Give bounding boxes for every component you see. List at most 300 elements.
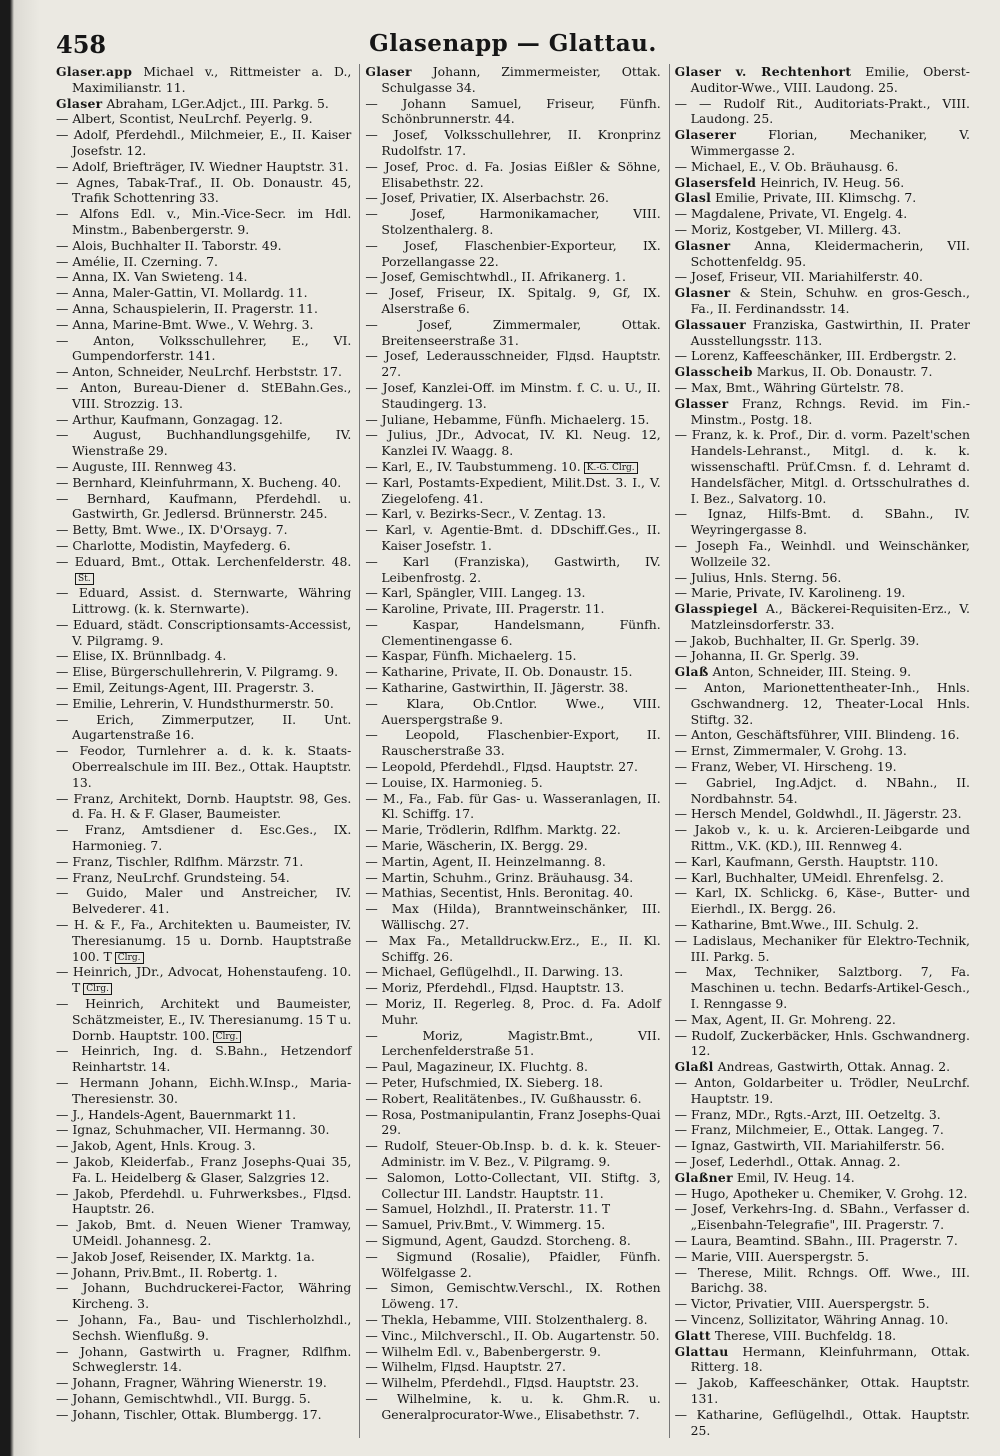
entry-text: — Salomon, Lotto-Collectant, VII. Stiftg. 3, Collectur III. Landstr. Hauptstr. 11.	[365, 1169, 661, 1201]
directory-entry	[365, 759, 660, 775]
entry-text: Michael v., Rittmeister a. D., Maximilianstr. 11.	[72, 64, 352, 95]
entry-text: — Jakob, Kleiderfab., Franz Josephs-Quai 35, Fa. L. Heidelberg & Glaser, Salzgries 12.	[56, 1153, 352, 1185]
entry-text: — Michael, Geflügelhdl., II. Darwing. 13.	[365, 964, 624, 980]
entry-text: — Jakob v., k. u. k. Arcieren-Leibgarde und Rittm., V.K. (KD.), III. Rennweg 4.	[674, 822, 970, 854]
entry-text: — Heinrich, JDr., Advocat, Hohenstaufeng. 10. T	[56, 964, 352, 996]
directory-entry	[675, 1265, 970, 1297]
entry-text: — Victor, Privatier, VIII. Auerspergstr. 5.	[674, 1296, 930, 1312]
entry-text: — Rudolf, Zuckerbäcker, Hnls. Gschwandnerg. 12.	[674, 1027, 970, 1059]
entry-text: — Moriz, Magistr.Bmt., VII. Lerchenfelderstraße 51.	[365, 1027, 661, 1059]
directory-entry	[365, 727, 660, 759]
entry-surname: Glasser	[674, 395, 729, 411]
directory-entry	[56, 1154, 351, 1186]
directory-entry-surname	[675, 1328, 970, 1344]
directory-entry	[56, 538, 351, 554]
directory-entry	[365, 1249, 660, 1281]
directory-entry	[675, 1233, 970, 1249]
entry-text: — Anton, Marionettentheater-Inh., Hnls. Gschwandnerg. 12, Theater-Local Hnls. Stiftg. 32.	[674, 680, 970, 727]
entry-text: — H. & F., Fa., Architekten u. Baumeister, IV. Theresianumg. 15 u. Dornb. Hauptstraße 100. T	[56, 917, 352, 964]
directory-entry	[56, 412, 351, 428]
directory-entry	[365, 506, 660, 522]
directory-entry	[675, 506, 970, 538]
entry-text: — Johann, Gemischtwhdl., VII. Burgg. 5.	[56, 1390, 311, 1406]
entry-text: — Katharine, Private, II. Ob. Donaustr. 15.	[365, 664, 633, 680]
directory-entry	[365, 159, 660, 191]
entry-text: — Martin, Schuhm., Grinz. Bräuhausg. 34.	[365, 869, 634, 885]
directory-entry	[365, 1280, 660, 1312]
entry-text: — Josef, Verkehrs-Ing. d. SBahn., Verfasser d. „Eisenbahn-Telegrafie", III. Pragerstr. 7.	[674, 1201, 970, 1233]
entry-text: — Juliane, Hebamme, Fünfh. Michaelerg. 15.	[365, 411, 650, 427]
directory-entry-surname	[675, 127, 970, 159]
directory-entry-surname	[675, 317, 970, 349]
entry-text: — August, Buchhandlungsgehilfe, IV. Wienstraße 29.	[56, 427, 352, 459]
entry-text: — Anton, Schneider, NeuLrchf. Herbststr. 17.	[56, 364, 342, 380]
entry-text: — Anton, Volksschullehrer, E., VI. Gumpendorferstr. 141.	[56, 332, 352, 364]
directory-entry-surname	[675, 1344, 970, 1376]
entry-text: — Max Fa., Metalldruckw.Erz., E., II. Kl. Schiffg. 26.	[365, 932, 661, 964]
entry-text: — Johann, Tischler, Ottak. Blumbergg. 17.	[56, 1406, 322, 1422]
entry-text: — Josef, Kanzlei-Off. im Minstm. f. C. u. U., II. Staudingerg. 13.	[365, 379, 661, 411]
directory-entry	[365, 791, 660, 823]
entry-text: — — Rudolf Rit., Auditoriats-Prakt., VIII. Laudong. 25.	[674, 95, 970, 127]
directory-entry	[675, 648, 970, 664]
entry-text: — Anton, Geschäftsführer, VIII. Blindeng. 16.	[674, 727, 960, 743]
entry-text: — Franz, k. k. Prof., Dir. d. vorm. Pazelt'schen Handels-Lehranst., Mitgl. d. k. k. wissenschaftl. Prüf.Cmsn. f. d. Lehramt d. Handelsfächer, Mitgl. d. Ortsschulrathes d. I. Bez., Salvatorg. 10.	[674, 427, 970, 506]
directory-entry	[365, 459, 660, 475]
directory-columns	[56, 64, 970, 1438]
entry-text: — Josef, Lederausschneider, Flдsd. Hauptstr. 27.	[365, 348, 661, 380]
directory-entry	[675, 159, 970, 175]
entry-surname: Glaser.app	[56, 64, 133, 79]
directory-entry	[675, 1012, 970, 1028]
entry-text: — Jakob, Agent, Hnls. Kroug. 3.	[56, 1138, 256, 1154]
directory-entry	[365, 1375, 660, 1391]
directory-entry	[365, 648, 660, 664]
entry-text: Andreas, Gastwirth, Ottak. Annag. 2.	[717, 1059, 951, 1075]
directory-entry	[675, 380, 970, 396]
directory-entry	[365, 1138, 660, 1170]
entry-surname: Glasspiegel	[674, 601, 758, 617]
entry-text: — Hugo, Apotheker u. Chemiker, V. Grohg. 12.	[674, 1185, 968, 1201]
directory-entry	[56, 1043, 351, 1075]
entry-text: — Max, Agent, II. Gr. Mohreng. 22.	[674, 1011, 896, 1027]
entry-text: Emilie, Private, III. Klimschg. 7.	[715, 190, 917, 206]
directory-entry-surname	[675, 664, 970, 680]
directory-entry	[56, 585, 351, 617]
entry-text: Franz, Rchngs. Revid. im Fin.-Minstm., Postg. 18.	[690, 395, 970, 427]
directory-entry-surname	[675, 396, 970, 428]
entry-text: — Karl, IX. Schlickg. 6, Käse-, Butter- und Eierhdl., IX. Bergg. 26.	[674, 885, 970, 917]
entry-text: — Gabriel, Ing.Adjct. d. NBahn., II. Nordbahnstr. 54.	[674, 774, 970, 806]
entry-text: — Emil, Zeitungs-Agent, III. Pragerstr. 3.	[56, 680, 315, 696]
directory-entry	[675, 269, 970, 285]
entry-text: — Jakob, Pferdehdl. u. Fuhrwerksbes., Flдsd. Hauptstr. 26.	[56, 1185, 352, 1217]
entry-surname: Glasner	[674, 237, 731, 253]
directory-entry	[56, 1249, 351, 1265]
directory-entry	[675, 1028, 970, 1060]
directory-entry	[675, 1201, 970, 1233]
directory-entry	[56, 917, 351, 964]
entry-text: — Katharine, Geflügelhdl., Ottak. Hauptstr. 25.	[674, 1406, 970, 1438]
entry-surname: Glasl	[674, 190, 712, 206]
entry-text: — Elise, IX. Brünnlbadg. 4.	[56, 648, 227, 664]
directory-entry	[675, 822, 970, 854]
entry-surname: Glasscheib	[674, 364, 753, 380]
directory-entry	[56, 1107, 351, 1123]
directory-entry	[56, 1075, 351, 1107]
entry-text: — Franz, Milchmeier, E., Ottak. Langeg. 7.	[674, 1122, 944, 1138]
directory-entry	[675, 885, 970, 917]
entry-surname: Glasersfeld	[674, 174, 757, 190]
entry-text: — Marie, Private, IV. Karolineng. 19.	[674, 585, 906, 601]
directory-entry-surname	[675, 1170, 970, 1186]
entry-text: — Ignaz, Gastwirth, VII. Mariahilferstr. 56.	[674, 1138, 945, 1154]
directory-entry	[675, 1249, 970, 1265]
directory-entry	[675, 854, 970, 870]
entry-surname: Glaß	[674, 664, 709, 680]
directory-entry	[365, 870, 660, 886]
entry-text: — Josef, Zimmermaler, Ottak. Breitenseerstraße 31.	[365, 316, 661, 348]
entry-text: — Josef, Gemischtwhdl., II. Afrikanerg. 1.	[365, 269, 626, 285]
directory-entry	[365, 1328, 660, 1344]
entry-text: — Johanna, II. Gr. Sperlg. 39.	[674, 648, 860, 664]
directory-entry	[56, 648, 351, 664]
page-number: 458	[56, 30, 107, 59]
entry-text: — Franz, Architekt, Dornb. Hauptstr. 98, Ges. d. Fa. H. & F. Glaser, Baumeister.	[56, 790, 352, 822]
directory-entry	[56, 427, 351, 459]
page-title: Glasenapp — Glattau.	[369, 30, 657, 57]
entry-text: — Karl, v. Agentie-Bmt. d. DDschiff.Ges., II. Kaiser Josefstr. 1.	[365, 522, 661, 553]
entry-text: — Marie, VIII. Auerspergstr. 5.	[674, 1248, 869, 1264]
entry-text: — Alfons Edl. v., Min.-Vice-Secr. im Hdl. Minstm., Babenbergerstr. 9.	[56, 206, 352, 237]
entry-text: — Johann, Gastwirth u. Fragner, Rdlfhm. Schweglerstr. 14.	[56, 1343, 352, 1375]
entry-text: — Julius, Hnls. Sterng. 56.	[674, 569, 842, 585]
entry-text: — Klara, Ob.Cntlor. Wwe., VIII. Auerspergstraße 9.	[365, 695, 661, 727]
directory-entry	[56, 380, 351, 412]
directory-entry	[56, 664, 351, 680]
directory-entry	[675, 743, 970, 759]
entry-text: Markus, II. Ob. Donaustr. 7.	[756, 364, 933, 380]
entry-text: — Moriz, II. Regerleg. 8, Proc. d. Fa. Adolf Muhr.	[365, 996, 661, 1027]
directory-entry	[365, 1391, 660, 1423]
entry-surname: Glattau	[674, 1343, 729, 1359]
entry-text: — Leopold, Flaschenbier-Export, II. Rauscherstraße 33.	[365, 727, 661, 759]
entry-text: — Josef, Proc. d. Fa. Josias Eißler & Söhne, Elisabethstr. 22.	[365, 158, 661, 190]
directory-entry	[675, 633, 970, 649]
entry-text: — Arthur, Kaufmann, Gonzagag. 12.	[56, 411, 283, 427]
entry-text: — Leopold, Pferdehdl., Flдsd. Hauptstr. 27.	[365, 759, 638, 775]
entry-text: — Amélie, II. Czerning. 7.	[56, 253, 218, 269]
directory-entry	[56, 1407, 351, 1423]
entry-text: — Albert, Scontist, NeuLrchf. Peyerlg. 9.	[56, 111, 313, 127]
entry-text: Franziska, Gastwirthin, II. Prater Ausstellungsstr. 113.	[690, 316, 970, 348]
directory-entry	[365, 269, 660, 285]
directory-entry	[365, 1107, 660, 1139]
directory-entry	[56, 1138, 351, 1154]
entry-text: — Samuel, Holzhdl., II. Praterstr. 11. T	[365, 1201, 611, 1217]
directory-entry	[56, 617, 351, 649]
directory-entry	[56, 491, 351, 523]
entry-text: — Franz, Tischler, Rdlfhm. Märzstr. 71.	[56, 853, 304, 869]
directory-entry	[56, 1186, 351, 1218]
directory-entry	[365, 901, 660, 933]
directory-entry-surname	[675, 1059, 970, 1075]
directory-entry	[675, 1138, 970, 1154]
entry-text: — Moriz, Pferdehdl., Flдsd. Hauptstr. 13.	[365, 980, 625, 996]
directory-entry	[56, 1217, 351, 1249]
directory-entry	[365, 317, 660, 349]
directory-entry	[56, 522, 351, 538]
entry-text: — Marie, Wäscherin, IX. Bergg. 29.	[365, 838, 588, 854]
entry-text: Emilie, Oberst-Auditor-Wwe., VIII. Laudong. 25.	[690, 64, 970, 95]
directory-entry	[365, 380, 660, 412]
entry-text: — Emilie, Lehrerin, V. Hundsthurmerstr. 50.	[56, 695, 334, 711]
directory-entry	[365, 933, 660, 965]
directory-entry	[675, 348, 970, 364]
directory-entry	[365, 1059, 660, 1075]
directory-entry	[365, 348, 660, 380]
entry-text: — Karl (Franziska), Gastwirth, IV. Leibenfrostg. 2.	[365, 553, 661, 585]
entry-surname: Glaser	[365, 64, 412, 79]
entry-text: — Johann Samuel, Friseur, Fünfh. Schönbrunnerstr. 44.	[365, 95, 661, 127]
entry-text: — Johann, Buchdruckerei-Factor, Währing Kircheng. 3.	[56, 1280, 352, 1312]
entry-text: — Franz, Weber, VI. Hirscheng. 19.	[674, 759, 897, 775]
entry-text: — Lorenz, Kaffeeschänker, III. Erdbergstr. 2.	[674, 348, 957, 364]
directory-entry	[365, 980, 660, 996]
entry-text: — Katharine, Gastwirthin, II. Jägerstr. 38.	[365, 680, 629, 696]
directory-entry	[56, 1344, 351, 1376]
directory-entry	[365, 427, 660, 459]
entry-badge: Clrg.	[83, 983, 112, 995]
directory-entry	[56, 238, 351, 254]
entry-text: — Jakob, Kaffeeschänker, Ottak. Hauptstr. 131.	[674, 1375, 970, 1406]
entry-text: — Jakob, Bmt. d. Neuen Wiener Tramway, UMeidl. Johannesg. 2.	[56, 1217, 352, 1248]
directory-entry	[56, 680, 351, 696]
directory-entry	[675, 585, 970, 601]
directory-entry	[675, 538, 970, 570]
directory-entry	[56, 111, 351, 127]
entry-text: — Anna, Marine-Bmt. Wwe., V. Wehrg. 3.	[56, 316, 314, 332]
entry-text: — Karl, Buchhalter, UMeidl. Ehrenfelsg. 2.	[674, 869, 944, 885]
directory-entry	[675, 1312, 970, 1328]
directory-entry	[365, 238, 660, 270]
entry-text: — Johann, Fragner, Währing Wienerstr. 19.	[56, 1375, 327, 1391]
directory-entry	[56, 791, 351, 823]
entry-text: — Peter, Hufschmied, IX. Sieberg. 18.	[365, 1075, 604, 1090]
directory-entry	[365, 1170, 660, 1202]
directory-entry	[56, 1280, 351, 1312]
entry-text: — Sigmund (Rosalie), Pfaidler, Fünfh. Wölfelgasse 2.	[365, 1248, 661, 1280]
entry-text: — Josef, Friseur, IX. Spitalg. 9, Gf, IX. Alserstraße 6.	[365, 285, 661, 316]
column-2	[359, 64, 660, 1438]
directory-entry	[675, 1154, 970, 1170]
entry-text: — Hermann Johann, Eichh.W.Insp., Maria-Theresienstr. 30.	[56, 1075, 352, 1106]
entry-text: — Hersch Mendel, Goldwhdl., II. Jägerstr. 23.	[674, 806, 962, 822]
directory-entry	[675, 1375, 970, 1407]
directory-entry	[365, 1028, 660, 1060]
directory-entry	[365, 1217, 660, 1233]
directory-entry	[365, 127, 660, 159]
directory-entry	[365, 1091, 660, 1107]
entry-text: — Therese, Milit. Rchngs. Off. Wwe., III. Barichg. 38.	[674, 1264, 970, 1296]
entry-text: — Max, Bmt., Währing Gürtelstr. 78.	[674, 379, 904, 395]
entry-text: — Johann, Fa., Bau- und Tischlerholzhdl., Sechsh. Wienflußg. 9.	[56, 1311, 352, 1343]
directory-entry	[675, 570, 970, 586]
entry-text: — Heinrich, Ing. d. S.Bahn., Hetzendorf Reinhartstr. 14.	[56, 1043, 352, 1075]
entry-text: — Samuel, Priv.Bmt., V. Wimmerg. 15.	[365, 1217, 606, 1233]
entry-badge: Clrg.	[115, 952, 144, 964]
entry-text: — Eduard, Assist. d. Sternwarte, Währing Littrowg. (k. k. Sternwarte).	[56, 585, 352, 617]
directory-entry	[56, 885, 351, 917]
directory-entry-surname	[365, 64, 660, 96]
directory-entry	[56, 996, 351, 1043]
entry-text: — Karl, Spängler, VIII. Langeg. 13.	[365, 585, 586, 601]
directory-entry	[365, 996, 660, 1028]
entry-text: — Franz, MDr., Rgts.-Arzt, III. Oetzeltg. 3.	[674, 1106, 941, 1122]
entry-text: — Johann, Priv.Bmt., II. Robertg. 1.	[56, 1264, 278, 1280]
entry-text: Abraham, LGer.Adjct., III. Parkg. 5.	[106, 95, 329, 111]
entry-text: — Sigmund, Agent, Gaudzd. Storcheng. 8.	[365, 1232, 631, 1248]
directory-entry	[365, 190, 660, 206]
entry-text: — Ignaz, Schuhmacher, VII. Hermanng. 30.	[56, 1122, 330, 1138]
entry-text: — Josef, Lederhdl., Ottak. Annag. 2.	[674, 1153, 901, 1169]
entry-text: — Wilhelm Edl. v., Babenbergerstr. 9.	[365, 1343, 601, 1359]
entry-text: — Josef, Privatier, IX. Alserbachstr. 26.	[365, 190, 609, 206]
directory-entry	[56, 712, 351, 744]
entry-surname: Glaßner	[674, 1169, 733, 1185]
directory-entry-surname	[56, 96, 351, 112]
entry-surname: Glassauer	[674, 316, 747, 332]
entry-text: — Max (Hilda), Branntweinschänker, III. Wällischg. 27.	[365, 901, 661, 933]
entry-text: — Franz, NeuLrchf. Grundsteing. 54.	[56, 869, 290, 885]
entry-text: — Vincenz, Sollizitator, Währing Annag. 10.	[674, 1311, 949, 1327]
entry-text: — Moriz, Kostgeber, VI. Millerg. 43.	[674, 221, 902, 237]
directory-entry	[365, 412, 660, 428]
entry-text: — Jakob Josef, Reisender, IX. Marktg. 1a.	[56, 1248, 315, 1264]
directory-entry	[365, 885, 660, 901]
entry-badge: K.-G. Clrg.	[584, 462, 638, 474]
directory-entry	[56, 554, 351, 586]
entry-text: — Ignaz, Hilfs-Bmt. d. SBahn., IV. Weyringergasse 8.	[674, 506, 970, 538]
directory-entry	[56, 1265, 351, 1281]
entry-text: — Rosa, Postmanipulantin, Franz Josephs-Quai 29.	[365, 1106, 661, 1138]
entry-surname: Glaserer	[674, 127, 737, 143]
directory-entry	[56, 964, 351, 996]
entry-text: — Anna, IX. Van Swieteng. 14.	[56, 269, 248, 285]
entry-text: — Betty, Bmt. Wwe., IX. D'Orsayg. 7.	[56, 522, 288, 538]
entry-text: — Karoline, Private, III. Pragerstr. 11.	[365, 601, 605, 617]
entry-text: — Louise, IX. Harmonieg. 5.	[365, 774, 543, 790]
entry-text: — Laura, Beamtind. SBahn., III. Pragerstr. 7.	[674, 1232, 958, 1248]
entry-text: Therese, VIII. Buchfeldg. 18.	[714, 1327, 897, 1343]
directory-entry	[365, 1312, 660, 1328]
directory-entry-surname	[675, 64, 970, 96]
entry-text: — Rudolf, Steuer-Ob.Insp. b. d. k. k. Steuer-Administr. im V. Bez., V. Pilgramg. 9.	[365, 1138, 661, 1169]
directory-entry	[365, 96, 660, 128]
entry-text: A., Bäckerei-Requisiten-Erz., V. Matzleinsdorferstr. 33.	[690, 601, 970, 632]
entry-text: — Karl, E., IV. Taubstummeng. 10.	[365, 458, 581, 474]
entry-text: — Wilhelmine, k. u. k. Ghm.R. u. Generalprocurator-Wwe., Elisabethstr. 7.	[365, 1390, 661, 1422]
directory-entry	[56, 175, 351, 207]
directory-entry	[365, 585, 660, 601]
entry-badge: Clrg.	[213, 1031, 242, 1043]
directory-entry-surname	[675, 190, 970, 206]
directory-entry	[365, 617, 660, 649]
directory-entry	[56, 1391, 351, 1407]
directory-entry	[56, 475, 351, 491]
directory-entry	[365, 1075, 660, 1091]
entry-text: Heinrich, IV. Heug. 56.	[760, 174, 905, 190]
entry-text: — Agnes, Tabak-Traf., II. Ob. Donaustr. 45, Trafik Schottenring 33.	[56, 174, 352, 206]
directory-entry	[675, 775, 970, 807]
directory-entry	[675, 680, 970, 727]
directory-entry	[675, 1407, 970, 1439]
directory-entry	[365, 822, 660, 838]
entry-text: — Martin, Agent, II. Heinzelmanng. 8.	[365, 853, 606, 869]
entry-text: — M., Fa., Fab. für Gas- u. Wasseranlagen, II. Kl. Schiffg. 17.	[365, 790, 661, 822]
entry-text: — Alois, Buchhalter II. Taborstr. 49.	[56, 237, 282, 253]
entry-text: Hermann, Kleinfuhrmann, Ottak. Ritterg. 18.	[690, 1343, 970, 1375]
entry-text: — J., Handels-Agent, Bauernmarkt 11.	[56, 1106, 297, 1122]
entry-text: — Adolf, Briefträger, IV. Wiedner Hauptstr. 31.	[56, 158, 349, 174]
directory-entry	[675, 96, 970, 128]
directory-entry	[675, 806, 970, 822]
directory-entry	[56, 870, 351, 886]
directory-entry	[675, 1296, 970, 1312]
directory-entry	[56, 333, 351, 365]
entry-text: — Jakob, Buchhalter, II. Gr. Sperlg. 39.	[674, 632, 920, 648]
column-3	[669, 64, 970, 1438]
entry-surname: Glaßl	[674, 1059, 714, 1075]
entry-text: — Paul, Magazineur, IX. Fluchtg. 8.	[365, 1059, 588, 1075]
entry-text: — Ernst, Zimmermaler, V. Grohg. 13.	[674, 743, 907, 759]
directory-entry	[365, 964, 660, 980]
directory-entry	[56, 1375, 351, 1391]
directory-entry	[675, 1122, 970, 1138]
entry-text: — Anton, Goldarbeiter u. Trödler, NeuLrchf. Hauptstr. 19.	[674, 1075, 970, 1106]
directory-entry	[365, 522, 660, 554]
entry-text: — Magdalene, Private, VI. Engelg. 4.	[674, 206, 908, 222]
directory-entry	[56, 1122, 351, 1138]
directory-entry	[365, 1359, 660, 1375]
directory-entry	[365, 696, 660, 728]
entry-text: — Josef, Flaschenbier-Exporteur, IX. Porzellangasse 22.	[365, 237, 661, 269]
directory-entry	[675, 1107, 970, 1123]
directory-entry	[365, 1201, 660, 1217]
directory-entry-surname	[675, 285, 970, 317]
entry-text: — Auguste, III. Rennweg 43.	[56, 458, 237, 474]
entry-text: — Wilhelm, Flдsd. Hauptstr. 27.	[365, 1359, 566, 1375]
entry-text: — Anton, Bureau-Diener d. StEBahn.Ges., VIII. Strozzig. 13.	[56, 379, 352, 411]
directory-entry	[675, 933, 970, 965]
entry-text: — Elise, Bürgerschullehrerin, V. Pilgramg. 9.	[56, 664, 339, 680]
entry-text: — Erich, Zimmerputzer, II. Unt. Augartenstraße 16.	[56, 711, 352, 743]
entry-text: Emil, IV. Heug. 14.	[736, 1169, 855, 1185]
entry-text: — Julius, JDr., Advocat, IV. Kl. Neug. 12, Kanzlei IV. Waagg. 8.	[365, 427, 661, 459]
entry-text: — Eduard, städt. Conscriptionsamts-Accessist, V. Pilgramg. 9.	[56, 616, 352, 648]
entry-surname: Glasner	[674, 285, 731, 301]
directory-entry	[675, 1186, 970, 1202]
entry-text: — Thekla, Hebamme, VIII. Stolzenthalerg. 8.	[365, 1311, 648, 1327]
entry-text: — Adolf, Pferdehdl., Milchmeier, E., II. Kaiser Josefstr. 12.	[56, 127, 352, 158]
directory-entry	[56, 159, 351, 175]
entry-text: — Charlotte, Modistin, Mayfederg. 6.	[56, 537, 291, 553]
entry-text: — Eduard, Bmt., Ottak. Lerchenfelderstr. 48.	[56, 553, 352, 569]
entry-text: — Kaspar, Handelsmann, Fünfh. Clementinengasse 6.	[365, 616, 661, 648]
directory-entry	[365, 775, 660, 791]
directory-entry	[56, 301, 351, 317]
directory-entry	[56, 854, 351, 870]
